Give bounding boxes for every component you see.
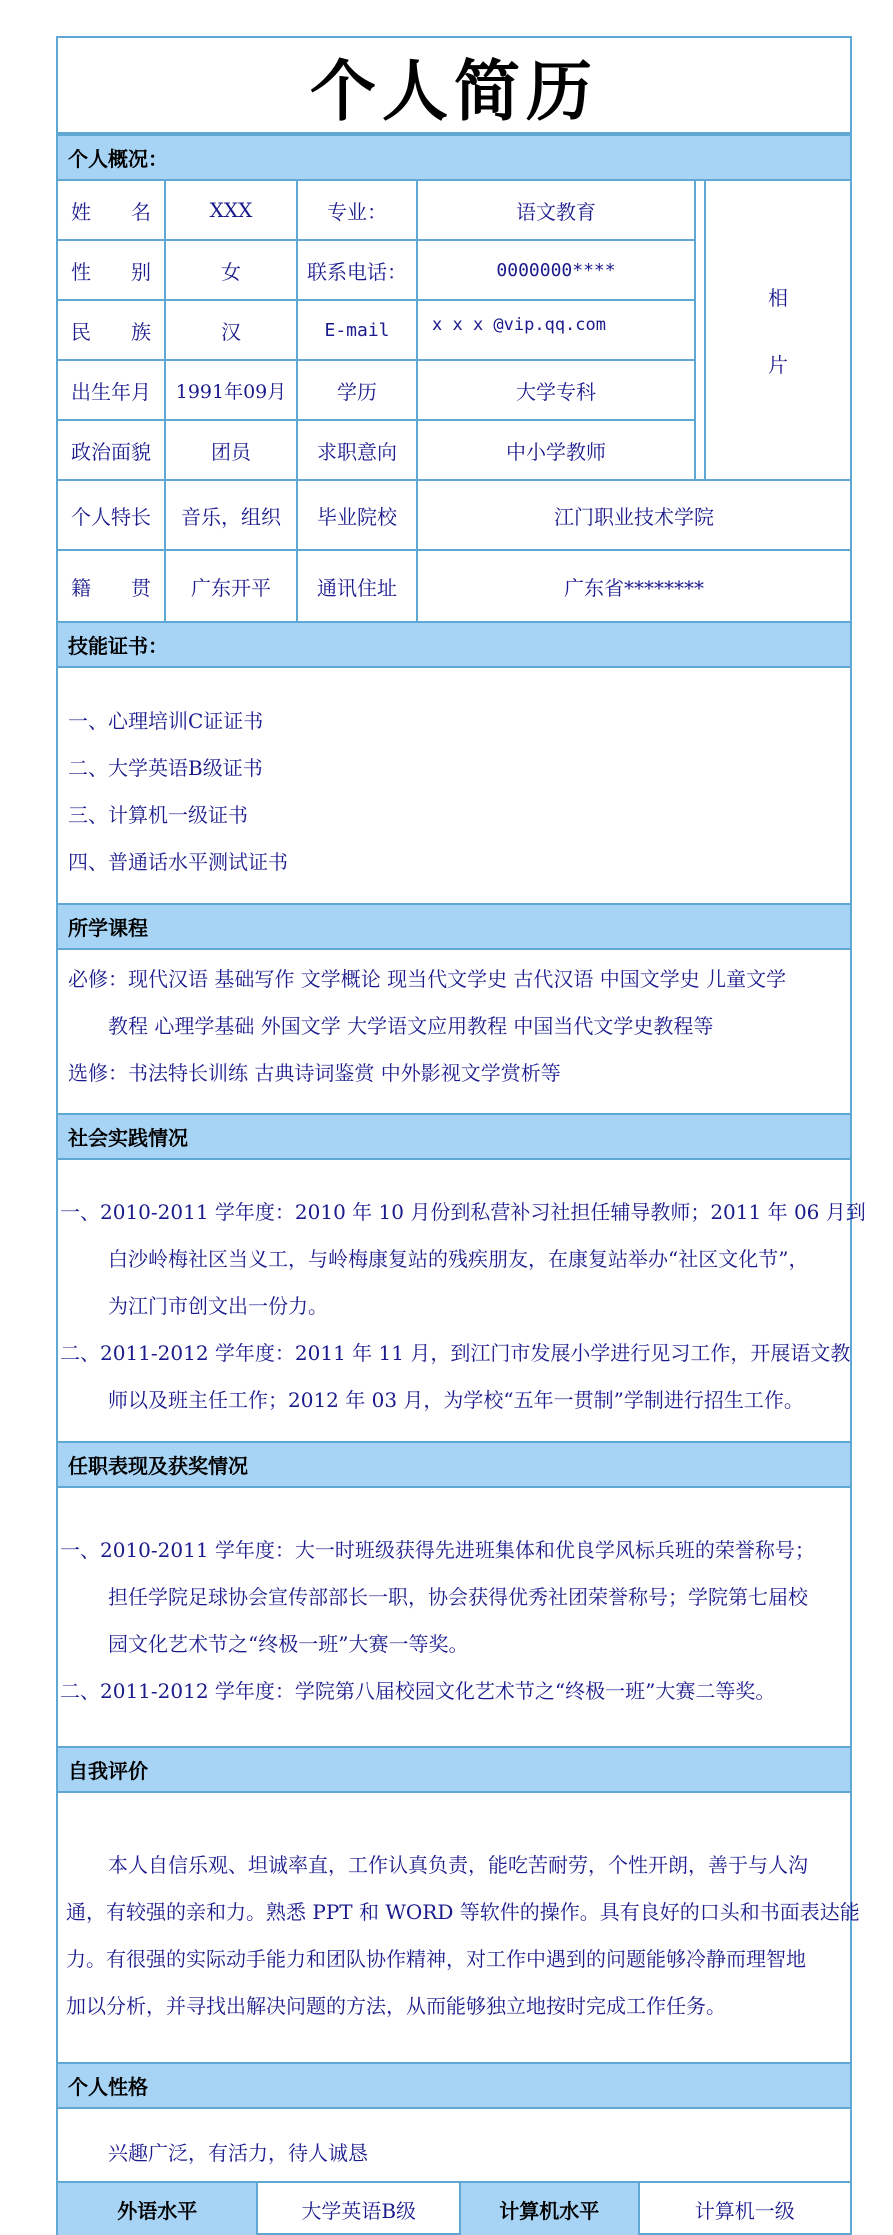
email-value: x x x @vip.qq.com xyxy=(418,301,696,361)
self-eval-line: 通，有较强的亲和力。熟悉 PPT 和 WORD 等软件的操作。具有良好的口头和书面表达能 xyxy=(66,1900,860,1924)
practice-line: 师以及班主任工作；2012 年 03 月，为学校“五年一贯制”学制进行招生工作。 xyxy=(108,1388,804,1412)
section-header-personality: 个人性格 xyxy=(58,2062,850,2109)
major-value: 语文教育 xyxy=(418,181,696,241)
edu-value: 大学专科 xyxy=(418,361,696,421)
skill-item: 四、普通话水平测试证书 xyxy=(68,850,288,874)
origin-label: 籍 贯 xyxy=(58,551,166,621)
photo-gap xyxy=(696,181,706,481)
edu-label: 学历 xyxy=(298,361,418,421)
intent-value: 中小学教师 xyxy=(418,421,696,481)
practice-line: 白沙岭梅社区当义工，与岭梅康复站的残疾朋友，在康复站举办“社区文化节”， xyxy=(108,1247,809,1271)
practice-line: 一、2010-2011 学年度：2010 年 10 月份到私营补习社担任辅导教师；2011 年 06 月到 xyxy=(60,1200,866,1224)
computer-level-label: 计算机水平 xyxy=(461,2183,640,2235)
specialty-label: 个人特长 xyxy=(58,481,166,551)
courses-elective-line: 选修：书法特长训练 古典诗词鉴赏 中外影视文学赏析等 xyxy=(68,1061,561,1085)
award-line: 一、2010-2011 学年度：大一时班级获得先进班集体和优良学风标兵班的荣誉称号； xyxy=(60,1538,815,1562)
resume-document xyxy=(56,36,866,2235)
intent-label: 求职意向 xyxy=(298,421,418,481)
photo-placeholder xyxy=(706,181,850,481)
personality-text: 兴趣广泛，有活力，待人诚恳 xyxy=(108,2141,368,2165)
phone-value: 0000000**** xyxy=(418,241,696,301)
school-label: 毕业院校 xyxy=(298,481,418,551)
section-header-awards: 任职表现及获奖情况 xyxy=(58,1441,850,1488)
photo-text-2: 片 xyxy=(768,353,788,377)
award-line: 二、2011-2012 学年度：学院第八届校园文化艺术节之“终极一班”大赛二等奖。 xyxy=(60,1679,776,1703)
language-level-label: 外语水平 xyxy=(58,2183,258,2235)
name-value: XXX xyxy=(166,181,298,241)
birth-label: 出生年月 xyxy=(58,361,166,421)
section-header-self-eval: 自我评价 xyxy=(58,1746,850,1793)
section-header-skills: 技能证书： xyxy=(58,621,850,668)
birth-value: 1991年09月 xyxy=(166,361,298,421)
section-header-courses: 所学课程 xyxy=(58,903,850,950)
self-eval-line: 力。有很强的实际动手能力和团队协作精神，对工作中遇到的问题能够冷静而理智地 xyxy=(66,1947,806,1971)
section-header-practice: 社会实践情况 xyxy=(58,1113,850,1160)
address-value: 广东省******** xyxy=(564,575,704,600)
computer-level-value: 计算机一级 xyxy=(694,2198,795,2223)
ethnicity-value: 汉 xyxy=(166,301,298,361)
language-level-value: 大学英语B级 xyxy=(258,2183,460,2235)
practice-line: 为江门市创文出一份力。 xyxy=(108,1294,328,1318)
school-value: 江门职业技术学院 xyxy=(418,481,850,551)
gender-value: 女 xyxy=(166,241,298,301)
section-header-overview: 个人概况： xyxy=(58,134,850,181)
skill-item: 二、大学英语B级证书 xyxy=(68,756,263,780)
courses-required-cont: 教程 心理学基础 外国文学 大学语文应用教程 中国当代文学史教程等 xyxy=(108,1014,714,1038)
award-line: 园文化艺术节之“终极一班”大赛一等奖。 xyxy=(108,1632,469,1656)
skill-item: 三、计算机一级证书 xyxy=(68,803,248,827)
politics-value: 团员 xyxy=(166,421,298,481)
skill-item: 一、心理培训C证证书 xyxy=(68,709,264,733)
photo-text-1: 相 xyxy=(768,286,788,310)
page-title: 个人简历 xyxy=(58,38,850,134)
gender-label: 性 别 xyxy=(58,241,166,301)
self-eval-line: 本人自信乐观、坦诚率直，工作认真负责，能吃苦耐劳，个性开朗，善于与人沟 xyxy=(108,1853,808,1877)
name-label: 姓 名 xyxy=(58,181,166,241)
politics-label: 政治面貌 xyxy=(58,421,166,481)
phone-label: 联系电话： xyxy=(298,241,418,301)
specialty-value: 音乐，组织 xyxy=(166,481,298,551)
courses-required-line: 必修：现代汉语 基础写作 文学概论 现当代文学史 古代汉语 中国文学史 儿童文学 xyxy=(68,967,787,991)
origin-value: 广东开平 xyxy=(166,551,298,621)
self-eval-line: 加以分析，并寻找出解决问题的方法，从而能够独立地按时完成工作任务。 xyxy=(66,1994,726,2018)
ethnicity-label: 民 族 xyxy=(58,301,166,361)
footer-row xyxy=(58,2181,850,2235)
email-label: E-mail xyxy=(298,301,418,361)
practice-line: 二、2011-2012 学年度：2011 年 11 月，到江门市发展小学进行见习工作，开展语文教 xyxy=(60,1341,851,1365)
major-label: 专业： xyxy=(298,181,418,241)
address-label: 通讯住址 xyxy=(298,551,418,621)
award-line: 担任学院足球协会宣传部部长一职，协会获得优秀社团荣誉称号；学院第七届校 xyxy=(108,1585,808,1609)
